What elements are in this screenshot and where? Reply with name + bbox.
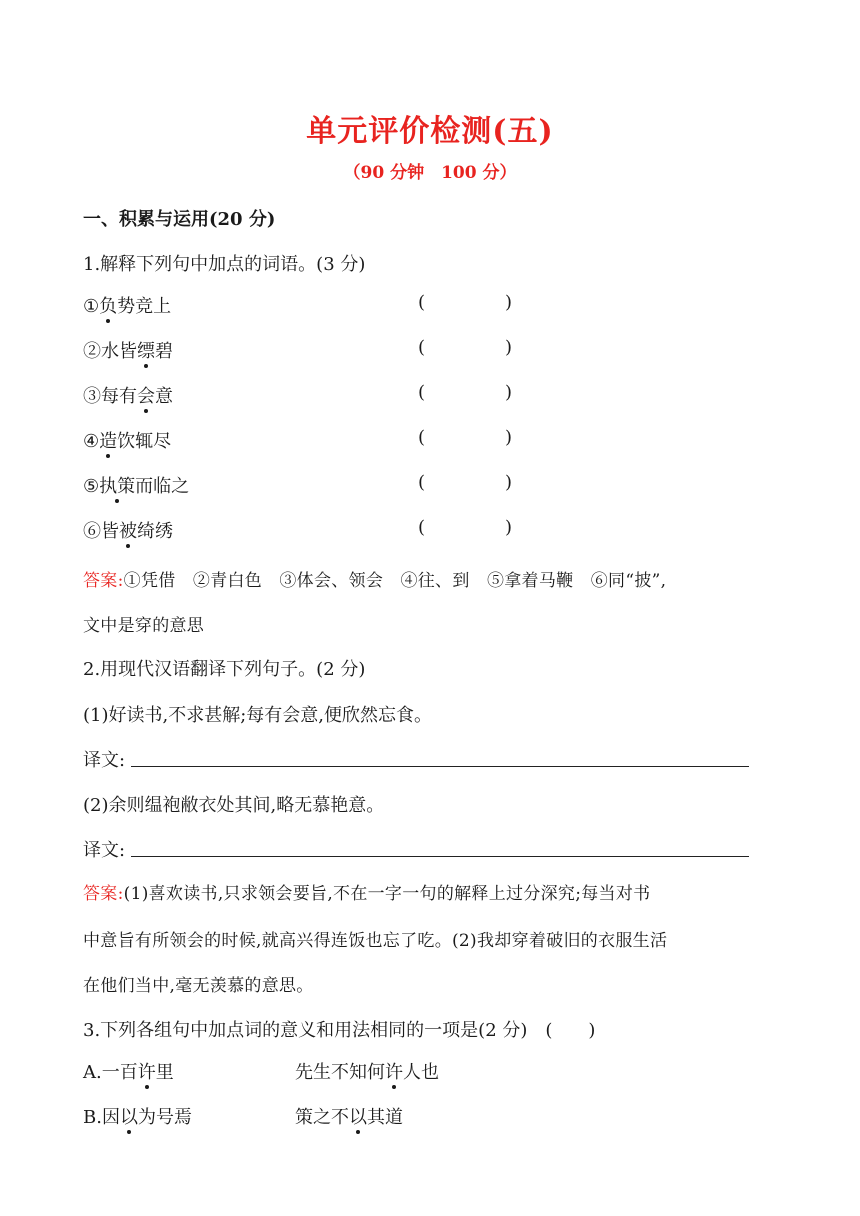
question-2-answer <box>83 879 650 904</box>
dotted-word: 执策 <box>99 472 135 498</box>
option-label: B. <box>83 1107 102 1128</box>
sentence-1: (1)好读书,不求甚解;每有会意,便欣然忘食。 <box>83 705 433 726</box>
dotted-word: 造 <box>99 427 117 453</box>
option-text-post: 里 <box>155 1062 174 1083</box>
word-item <box>83 427 171 453</box>
option-text-post: 为号焉 <box>137 1107 192 1128</box>
answer-blank[interactable] <box>432 517 502 541</box>
word-item <box>83 337 173 363</box>
option-text-pre: 先生不知何 <box>295 1062 385 1083</box>
item-text-post: 碧 <box>155 341 173 362</box>
word-item <box>83 472 189 498</box>
item-text-post: 势竞上 <box>117 296 172 317</box>
answer-blank[interactable] <box>432 292 502 316</box>
item-number: ④ <box>83 431 100 452</box>
dotted-word: 许 <box>385 1058 403 1084</box>
answer-paren-close: ) <box>505 427 513 448</box>
translation-answer-line-2[interactable] <box>131 856 749 857</box>
dotted-word: 负 <box>99 292 117 318</box>
item-text-pre: 每有 <box>101 386 137 407</box>
option-text-pre: 一百 <box>101 1062 138 1083</box>
word-item <box>83 517 173 543</box>
item-text-post: 饮辄尽 <box>117 431 172 452</box>
dotted-word: 以 <box>349 1103 367 1129</box>
answer-label: 答案: <box>83 884 124 904</box>
item-text-pre: 皆 <box>101 521 119 542</box>
question-3-prompt: 3.下列各组句中加点词的意义和用法相同的一项是(2 分) ( ) <box>83 1020 596 1041</box>
question-1-answer-cont: 文中是穿的意思 <box>83 616 205 636</box>
dotted-word: 许 <box>138 1058 156 1084</box>
item-number: ② <box>83 341 101 362</box>
item-number: ① <box>83 296 100 317</box>
item-number: ③ <box>83 386 101 407</box>
option-b[interactable] <box>83 1103 192 1129</box>
option-text-pre: 因 <box>101 1107 120 1128</box>
dotted-word: 以 <box>120 1103 138 1129</box>
answer-blank[interactable] <box>432 337 502 361</box>
answer-paren-open: ( <box>418 427 426 448</box>
answer-paren-open: ( <box>418 472 426 493</box>
answer-paren-open: ( <box>418 292 426 313</box>
dotted-word: 被 <box>119 517 137 543</box>
item-text-post: 意 <box>155 386 173 407</box>
item-text-post: 而临之 <box>135 476 190 497</box>
sentence-2: (2)余则缊袍敝衣处其间,略无慕艳意。 <box>83 795 385 816</box>
translation-answer-line-1[interactable] <box>131 766 749 767</box>
option-second-sentence <box>295 1058 439 1084</box>
answer-paren-close: ) <box>505 337 513 358</box>
question-1-prompt: 1.解释下列句中加点的词语。(3 分) <box>83 254 366 275</box>
word-item <box>83 382 173 408</box>
item-text-pre: 水皆 <box>101 341 137 362</box>
answer-paren-close: ) <box>505 382 513 403</box>
option-a[interactable] <box>83 1058 174 1084</box>
option-text-post: 人也 <box>403 1062 439 1083</box>
page-title: 单元评价检测(五) <box>306 114 554 149</box>
item-number: ⑥ <box>83 521 101 542</box>
translation-label-2: 译文: <box>83 840 126 861</box>
item-number: ⑤ <box>83 476 100 497</box>
answer-paren-close: ) <box>505 517 513 538</box>
option-label: A. <box>83 1062 102 1083</box>
answer-blank[interactable] <box>432 382 502 406</box>
answer-paren-close: ) <box>505 472 513 493</box>
answer-text: ①凭借 ②青白色 ③体会、领会 ④往、到 ⑤拿着马鞭 ⑥同“披”, <box>123 571 667 591</box>
dotted-word: 会 <box>137 382 155 408</box>
dotted-word: 缥 <box>137 337 155 363</box>
answer-paren-open: ( <box>418 517 426 538</box>
option-text-post: 其道 <box>367 1107 403 1128</box>
section-heading: 一、积累与运用(20 分) <box>83 209 276 230</box>
option-second-sentence <box>295 1103 403 1129</box>
question-2-answer-cont-1: 中意旨有所领会的时候,就高兴得连饭也忘了吃。(2)我却穿着破旧的衣服生活 <box>83 931 668 951</box>
answer-blank[interactable] <box>432 472 502 496</box>
answer-paren-open: ( <box>418 382 426 403</box>
exam-duration-score: （90 分钟 100 分） <box>343 163 517 183</box>
answer-blank[interactable] <box>432 427 502 451</box>
answer-paren-open: ( <box>418 337 426 358</box>
translation-label-1: 译文: <box>83 750 126 771</box>
question-2-answer-cont-2: 在他们当中,毫无羡慕的意思。 <box>83 976 314 996</box>
question-1-answer <box>83 566 666 591</box>
answer-text: (1)喜欢读书,只求领会要旨,不在一字一句的解释上过分深究;每当对书 <box>123 884 651 904</box>
question-2-prompt: 2.用现代汉语翻译下列句子。(2 分) <box>83 659 366 680</box>
word-item <box>83 292 171 318</box>
answer-paren-close: ) <box>505 292 513 313</box>
item-text-post: 绮绣 <box>137 521 173 542</box>
option-text-pre: 策之不 <box>295 1107 349 1128</box>
answer-label: 答案: <box>83 571 124 591</box>
